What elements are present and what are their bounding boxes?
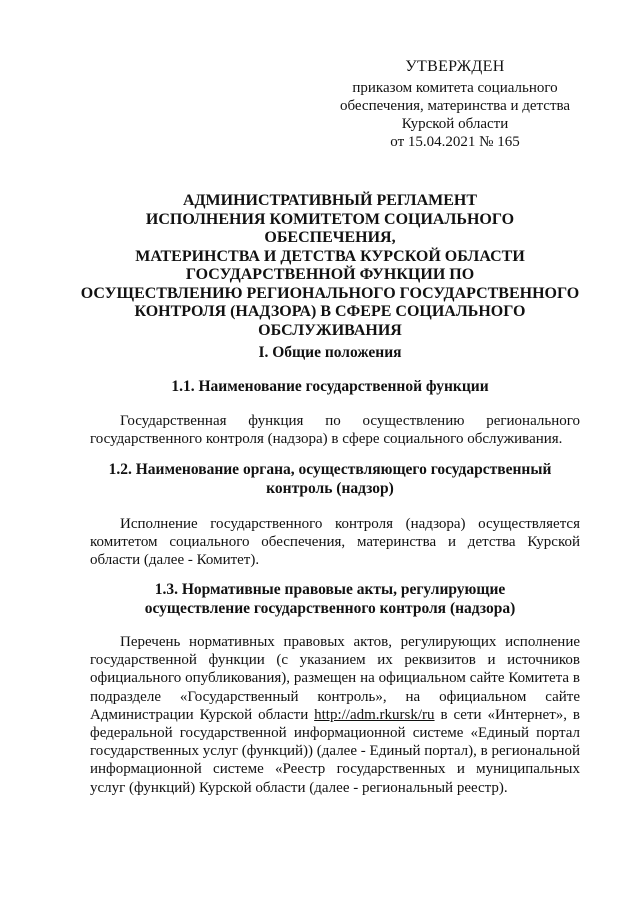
title-line-7: ОБСЛУЖИВАНИЯ bbox=[258, 321, 402, 339]
title-line-6: КОНТРОЛЯ (НАДЗОРА) В СФЕРЕ СОЦИАЛЬНОГО bbox=[134, 303, 526, 320]
administration-site-link[interactable]: http://adm.rkursk/ru bbox=[314, 706, 435, 723]
title-line-5: ОСУЩЕСТВЛЕНИЮ РЕГИОНАЛЬНОГО ГОСУДАРСТВЕННОГО bbox=[80, 284, 580, 302]
approval-line-1: приказом комитета социального bbox=[352, 80, 558, 96]
section-1-1-heading bbox=[85, 377, 575, 396]
approval-line-4: от 15.04.2021 № 165 bbox=[390, 134, 520, 150]
section-1-1-paragraph: Государственная функция по осуществлению регионального государственного контроля (надзора) в сфере социального обслуживания. bbox=[90, 413, 580, 448]
section-1-3-text-after: в сети «Интернет», в федеральной государственной информационной системе «Единый портал государственных услуг (функций)) (далее - Единый портал), в региональной информационной системе «Реестр государственных и муниципальных услуг (функций) Курской области (далее - региональный реестр). bbox=[90, 706, 580, 796]
title-line-4: ГОСУДАРСТВЕННОЙ ФУНКЦИИ ПО bbox=[185, 266, 475, 283]
approval-line-3: Курской области bbox=[401, 116, 509, 132]
section-1-1-heading-text: 1.1. Наименование государственной функции bbox=[171, 378, 489, 395]
approval-line-2: обеспечения, материнства и детства bbox=[339, 98, 571, 114]
title-line-1: АДМИНИСТРАТИВНЫЙ РЕГЛАМЕНТ bbox=[182, 192, 478, 209]
section-1-3-heading bbox=[85, 580, 575, 618]
approval-stamp-block bbox=[330, 58, 580, 151]
title-line-2: ИСПОЛНЕНИЯ КОМИТЕТОМ СОЦИАЛЬНОГО ОБЕСПЕЧЕНИЯ, bbox=[145, 210, 515, 246]
approval-heading: УТВЕРЖДЕН bbox=[405, 58, 505, 75]
title-line-3: МАТЕРИНСТВА И ДЕТСТВА КУРСКОЙ ОБЛАСТИ bbox=[135, 247, 525, 265]
section-1-3-heading-line-1: 1.3. Нормативные правовые акты, регулирующие bbox=[154, 581, 506, 598]
section-1-3-text-before: Перечень нормативных правовых актов, регулирующих исполнение государственной функции (с указанием их реквизитов и источников официального опубликования), размещен на официальном сайте Комитета в подразделе «Государственный контроль», на официальном сайте Администрации Курской области bbox=[90, 634, 580, 723]
section-1-2-paragraph: Исполнение государственного контроля (надзора) осуществляется комитетом социального обеспечения, материнства и детства Курской области (далее - Комитет). bbox=[90, 516, 580, 569]
section-1-heading bbox=[85, 343, 575, 362]
section-1-heading-text: I. Общие положения bbox=[258, 344, 402, 361]
section-1-2-heading-line-1: 1.2. Наименование органа, осуществляющего государственный bbox=[108, 461, 552, 478]
section-1-2-heading-line-2: контроль (надзор) bbox=[266, 480, 394, 497]
section-1-3-heading-line-2: осуществление государственного контроля (надзора) bbox=[144, 600, 516, 617]
section-1-2-heading bbox=[85, 460, 575, 498]
document-title bbox=[80, 192, 580, 340]
section-1-3-paragraph bbox=[90, 633, 580, 797]
